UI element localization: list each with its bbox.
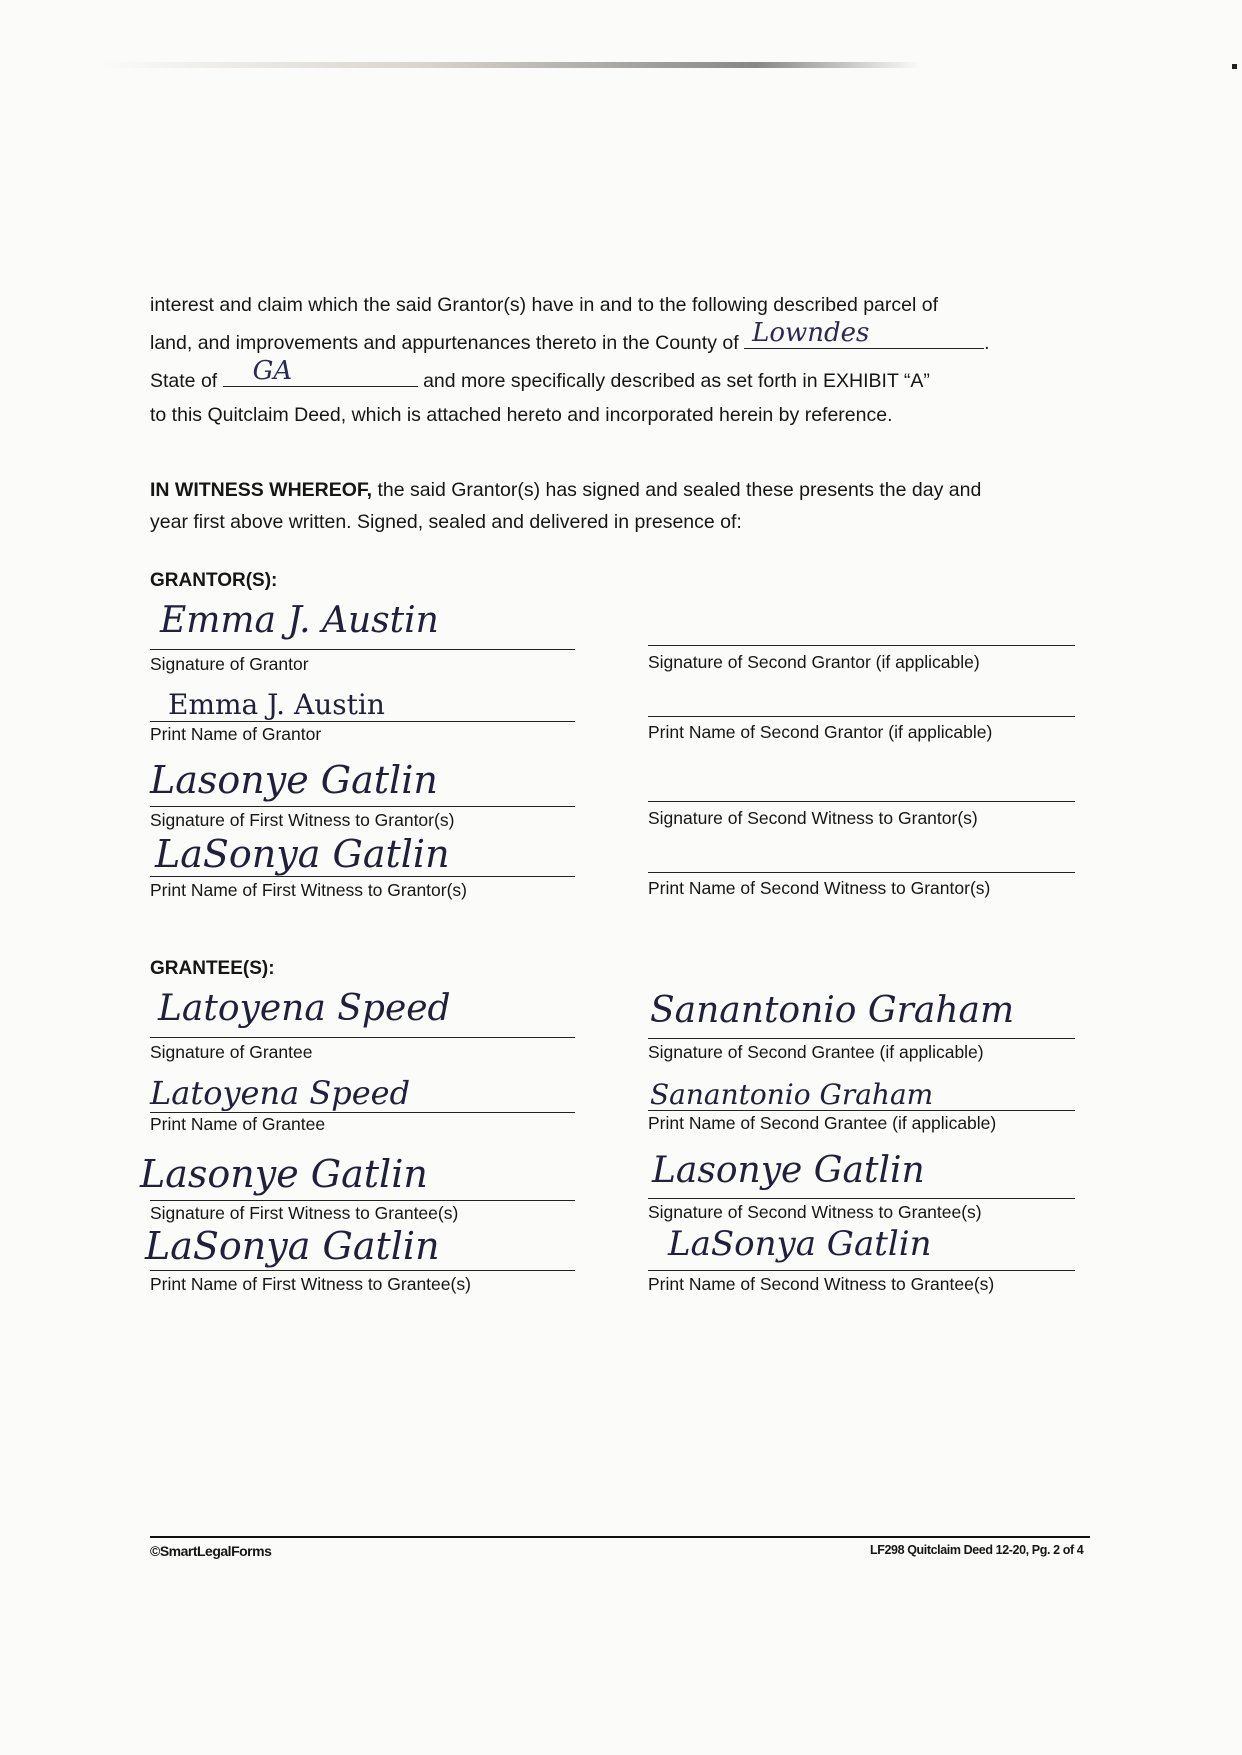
second-grantee-signature-label: Signature of Second Grantee (if applicable) [648, 1042, 984, 1062]
grantee-first-witness-print-line[interactable] [150, 1270, 575, 1271]
second-grantor-signature-label: Signature of Second Grantor (if applicable) [648, 652, 980, 672]
grantee-first-witness-printed: LaSonya Gatlin [145, 1224, 440, 1268]
grantees-heading: GRANTEE(S): [150, 958, 275, 979]
grantee-first-witness-signature: Lasonye Gatlin [140, 1152, 428, 1196]
grantor-first-witness-print-label: Print Name of First Witness to Grantor(s) [150, 880, 468, 900]
state-prefix: State of [150, 370, 218, 392]
witness-rest: the said Grantor(s) has signed and sealed these presents the day and [372, 479, 982, 501]
footer-brand: ©SmartLegalForms [150, 1543, 272, 1559]
second-grantee-print-line[interactable] [648, 1110, 1075, 1111]
grantor-second-witness-line[interactable] [648, 801, 1075, 802]
county-handwritten: Lowndes [752, 318, 870, 348]
body-line-1: interest and claim which the said Grantor(s) have in and to the following described parcel of [150, 294, 938, 316]
witness-line-2: year first above written. Signed, sealed and delivered in presence of: [150, 511, 742, 533]
grantor-first-witness-signature: Lasonye Gatlin [150, 758, 438, 802]
second-grantee-print-label: Print Name of Second Grantee (if applicable) [648, 1113, 997, 1133]
grantee-signature: Latoyena Speed [158, 988, 451, 1029]
second-grantor-print-label: Print Name of Second Grantor (if applicable) [648, 722, 993, 742]
footer-rule [150, 1536, 1090, 1538]
grantee-print-label: Print Name of Grantee [150, 1114, 326, 1134]
grantee-printed-name: Latoyena Speed [150, 1074, 411, 1112]
grantee-second-witness-signature: Lasonye Gatlin [652, 1150, 925, 1191]
grantee-second-witness-printed: LaSonya Gatlin [668, 1224, 932, 1264]
body-line-4: to this Quitclaim Deed, which is attached hereto and incorporated herein by reference. [150, 404, 893, 426]
grantee-second-witness-line[interactable] [648, 1198, 1075, 1199]
grantee-second-witness-print-label: Print Name of Second Witness to Grantee(s) [648, 1274, 995, 1294]
grantee-first-witness-print-label: Print Name of First Witness to Grantee(s) [150, 1274, 471, 1294]
county-field[interactable] [744, 318, 984, 349]
second-grantor-print-line[interactable] [648, 716, 1075, 717]
grantor-second-witness-print-label: Print Name of Second Witness to Grantor(s) [648, 878, 991, 898]
grantor-first-witness-printed: LaSonya Gatlin [155, 832, 450, 876]
grantors-heading: GRANTOR(S): [150, 570, 278, 591]
scan-artifact-top [100, 62, 920, 68]
state-field[interactable] [223, 356, 418, 387]
grantor-signature-label: Signature of Grantor [150, 654, 309, 674]
grantee-signature-label: Signature of Grantee [150, 1042, 313, 1062]
grantor-first-witness-print-line[interactable] [150, 876, 575, 877]
grantee-first-witness-line[interactable] [150, 1200, 575, 1201]
second-grantee-printed-name: Sanantonio Graham [650, 1078, 934, 1111]
grantor-signature-line[interactable] [150, 649, 575, 650]
second-grantor-signature-line[interactable] [648, 645, 1075, 646]
grantor-print-line[interactable] [150, 721, 575, 722]
grantee-second-witness-print-line[interactable] [648, 1270, 1075, 1271]
body-paragraph [150, 288, 1085, 432]
witness-line-1 [150, 474, 1085, 506]
grantee-first-witness-label: Signature of First Witness to Grantee(s) [150, 1203, 459, 1223]
body-line-3-text: and more specifically described as set forth in EXHIBIT “A” [423, 370, 930, 392]
grantor-first-witness-line[interactable] [150, 806, 575, 807]
grantor-first-witness-label: Signature of First Witness to Grantor(s) [150, 810, 455, 830]
grantor-printed-name: Emma J. Austin [168, 688, 385, 721]
grantor-second-witness-print-line[interactable] [648, 872, 1075, 873]
footer-form-id: LF298 Quitclaim Deed 12-20, Pg. 2 of 4 [870, 1543, 1084, 1557]
grantor-second-witness-label: Signature of Second Witness to Grantor(s) [648, 808, 978, 828]
second-grantee-signature-line[interactable] [648, 1038, 1075, 1039]
grantee-second-witness-label: Signature of Second Witness to Grantee(s) [648, 1202, 982, 1222]
body-line-2-end: . [984, 332, 990, 354]
grantor-signature: Emma J. Austin [160, 600, 439, 641]
body-line-2-text: land, and improvements and appurtenances thereto in the County of [150, 332, 739, 354]
grantor-print-label: Print Name of Grantor [150, 724, 322, 744]
state-handwritten: GA [252, 356, 293, 386]
second-grantee-signature: Sanantonio Graham [650, 990, 1015, 1031]
scan-artifact-edge [1232, 64, 1237, 69]
body-line-3 [150, 356, 1085, 398]
witness-paragraph [150, 474, 1085, 538]
witness-whereof: IN WITNESS WHEREOF, [150, 479, 373, 501]
grantee-print-line[interactable] [150, 1112, 575, 1113]
grantee-signature-line[interactable] [150, 1037, 575, 1038]
